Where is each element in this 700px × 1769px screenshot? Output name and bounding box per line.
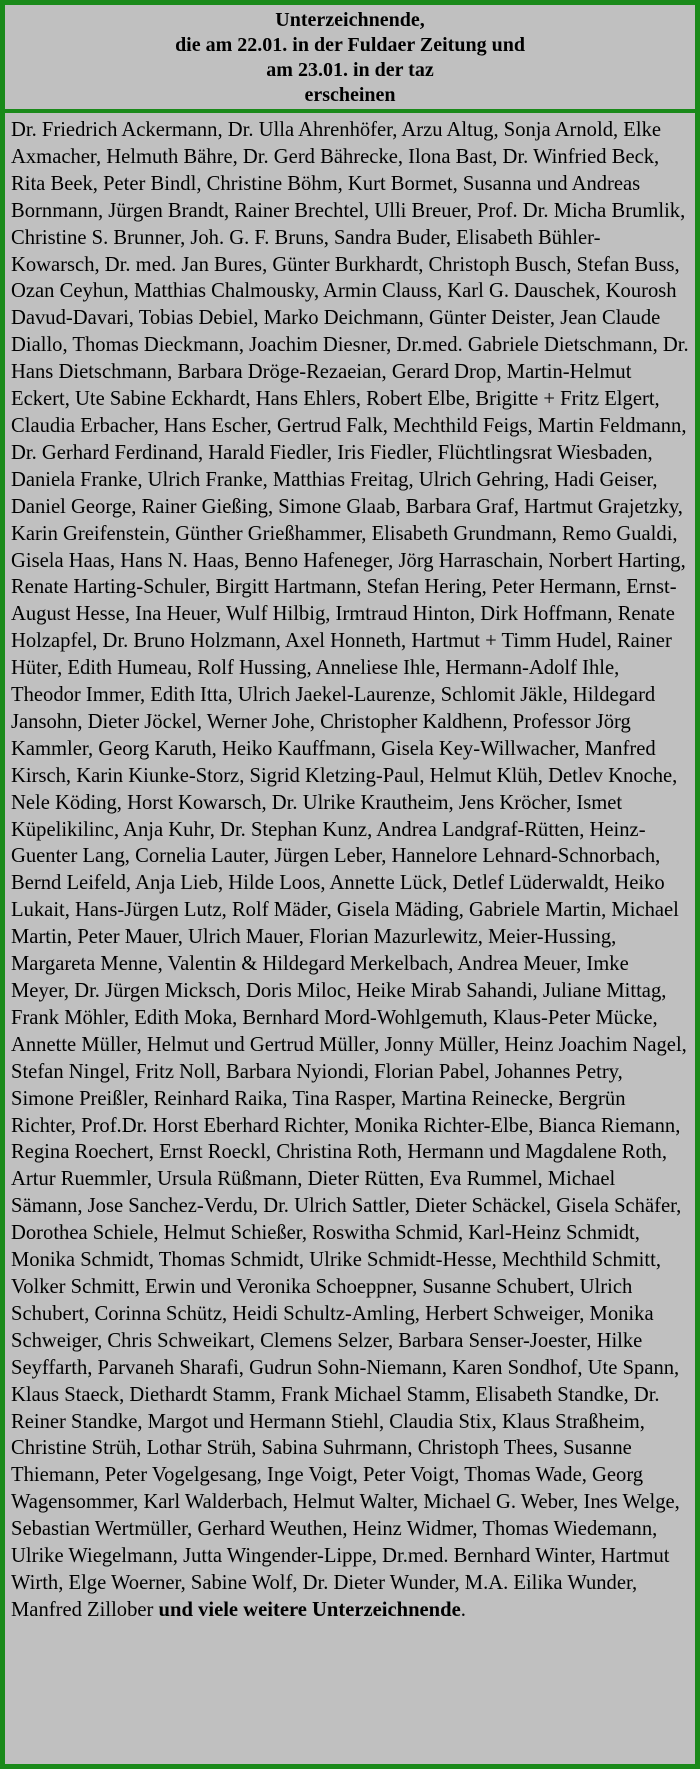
signatories-list: [5, 113, 695, 1624]
header-line-4: erscheinen: [304, 84, 396, 106]
closing-bold: und viele weitere Unterzeichnende: [158, 1598, 461, 1621]
closing-period: .: [460, 1598, 466, 1621]
signatories-header: [5, 5, 695, 113]
header-line-2: die am 22.01. in der Fuldaer Zeitung und: [175, 34, 525, 56]
names-text: Dr. Friedrich Ackermann, Dr. Ulla Ahrenhöfer, Arzu Altug, Sonja Arnold, Elke Axmacher, Helmuth Bähre, Dr. Gerd Bährecke, Ilona Bast, Dr. Winfried Beck, Rita Beek, Peter Bindl, Christine Böhm, Kurt Bormet, Susanna und Andreas Bornmann, Jürgen Brandt, Rainer Brechtel, Ulli Breuer, Prof. Dr. Micha Brumlik, Christine S. Brunner, Joh. G. F. Bruns, Sandra Buder, Elisabeth Bühler-Kowarsch, Dr. med. Jan Bures, Günter Burkhardt, Christoph Busch, Stefan Buss, Ozan Ceyhun, Matthias Chalmousky, Armin Clauss, Karl G. Dauschek, Kourosh Davud-Davari, Tobias Debiel, Marko Deichmann, Günter Deister, Jean Claude Diallo, Thomas Dieckmann, Joachim Diesner, Dr.med. Gabriele Dietschmann, Dr. Hans Dietschmann, Barbara Dröge-Rezaeian, Gerard Drop, Martin-Helmut Eckert, Ute Sabine Eckhardt, Hans Ehlers, Robert Elbe, Brigitte + Fritz Elgert, Claudia Erbacher, Hans Escher, Gertrud Falk, Mechthild Feigs, Martin Feldmann, Dr. Gerhard Ferdinand, Harald Fiedler, Iris Fiedler, Flüchtlingsrat Wiesbaden, Daniela Franke, Ulrich Franke, Matthias Freitag, Ulrich Gehring, Hadi Geiser, Daniel George, Rainer Gießing, Simone Glaab, Barbara Graf, Hartmut Grajetzky, Karin Greifenstein, Günther Grießhammer, Elisabeth Grundmann, Remo Gualdi, Gisela Haas, Hans N. Haas, Benno Hafeneger, Jörg Harraschain, Norbert Harting, Renate Harting-Schuler, Birgitt Hartmann, Stefan Hering, Peter Hermann, Ernst-August Hesse, Ina Heuer, Wulf Hilbig, Irmtraud Hinton, Dirk Hoffmann, Renate Holzapfel, Dr. Bruno Holzmann, Axel Honneth, Hartmut + Timm Hudel, Rainer Hüter, Edith Humeau, Rolf Hussing, Anneliese Ihle, Hermann-Adolf Ihle, Theodor Immer, Edith Itta, Ulrich Jaekel-Laurenze, Schlomit Jäkle, Hildegard Jansohn, Dieter Jöckel, Werner Johe, Christopher Kaldhenn, Professor Jörg Kammler, Georg Karuth, Heiko Kauffmann, Gisela Key-Willwacher, Manfred Kirsch, Karin Kiunke-Storz, Sigrid Kletzing-Paul, Helmut Klüh, Detlev Knoche, Nele Köding, Horst Kowarsch, Dr. Ulrike Krautheim, Jens Kröcher, Ismet Küpelikilinc, Anja Kuhr, Dr. Stephan Kunz, Andrea Landgraf-Rütten, Heinz-Guenter Lang, Cornelia Lauter, Jürgen Leber, Hannelore Lehnard-Schnorbach, Bernd Leifeld, Anja Lieb, Hilde Loos, Annette Lück, Detlef Lüderwaldt, Heiko Lukait, Hans-Jürgen Lutz, Rolf Mäder, Gisela Mäding, Gabriele Martin, Michael Martin, Peter Mauer, Ulrich Mauer, Florian Mazurlewitz, Meier-Hussing, Margareta Menne, Valentin & Hildegard Merkelbach, Andrea Meuer, Imke Meyer, Dr. Jürgen Micksch, Doris Miloc, Heike Mirab Sahandi, Juliane Mittag, Frank Möhler, Edith Moka, Bernhard Mord-Wohlgemuth, Klaus-Peter Mücke, Annette Müller, Helmut und Gertrud Müller, Jonny Müller, Heinz Joachim Nagel, Stefan Ningel, Fritz Noll, Barbara Nyiondi, Florian Pabel, Johannes Petry, Simone Preißler, Reinhard Raika, Tina Rasper, Martina Reinecke, Bergrün Richter, Prof.Dr. Horst Eberhard Richter, Monika Richter-Elbe, Bianca Riemann, Regina Roechert, Ernst Roeckl, Christina Roth, Hermann und Magdalene Roth, Artur Ruemmler, Ursula Rüßmann, Dieter Rütten, Eva Rummel, Michael Sämann, Jose Sanchez-Verdu, Dr. Ulrich Sattler, Dieter Schäckel, Gisela Schäfer, Dorothea Schiele, Helmut Schießer, Roswitha Schmid, Karl-Heinz Schmidt, Monika Schmidt, Thomas Schmidt, Ulrike Schmidt-Hesse, Mechthild Schmitt, Volker Schmitt, Erwin und Veronika Schoeppner, Susanne Schubert, Ulrich Schubert, Corinna Schütz, Heidi Schultz-Amling, Herbert Schweiger, Monika Schweiger, Chris Schweikart, Clemens Selzer, Barbara Senser-Joester, Hilke Seyffarth, Parvaneh Sharafi, Gudrun Sohn-Niemann, Karen Sondhof, Ute Spann, Klaus Staeck, Diethardt Stamm, Frank Michael Stamm, Elisabeth Standke, Dr. Reiner Standke, Margot und Hermann Stiehl, Claudia Stix, Klaus Straßheim, Christine Strüh, Lothar Strüh, Sabina Suhrmann, Christoph Thees, Susanne Thiemann, Peter Vogelgesang, Inge Voigt, Peter Voigt, Thomas Wade, Georg Wagensommer, Karl Walderbach, Helmut Walter, Michael G. Weber, Ines Welge, Sebastian Wertmüller, Gerhard Weuthen, Heinz Widmer, Thomas Wiedemann, Ulrike Wiegelmann, Jutta Wingender-Lippe, Dr.med. Bernhard Winter, Hartmut Wirth, Elge Woerner, Sabine Wolf, Dr. Dieter Wunder, M.A. Eilika Wunder, Manfred Zillober: [11, 119, 689, 1621]
header-line-1: Unterzeichnende,: [275, 9, 425, 31]
header-line-3: am 23.01. in der taz: [266, 59, 434, 81]
